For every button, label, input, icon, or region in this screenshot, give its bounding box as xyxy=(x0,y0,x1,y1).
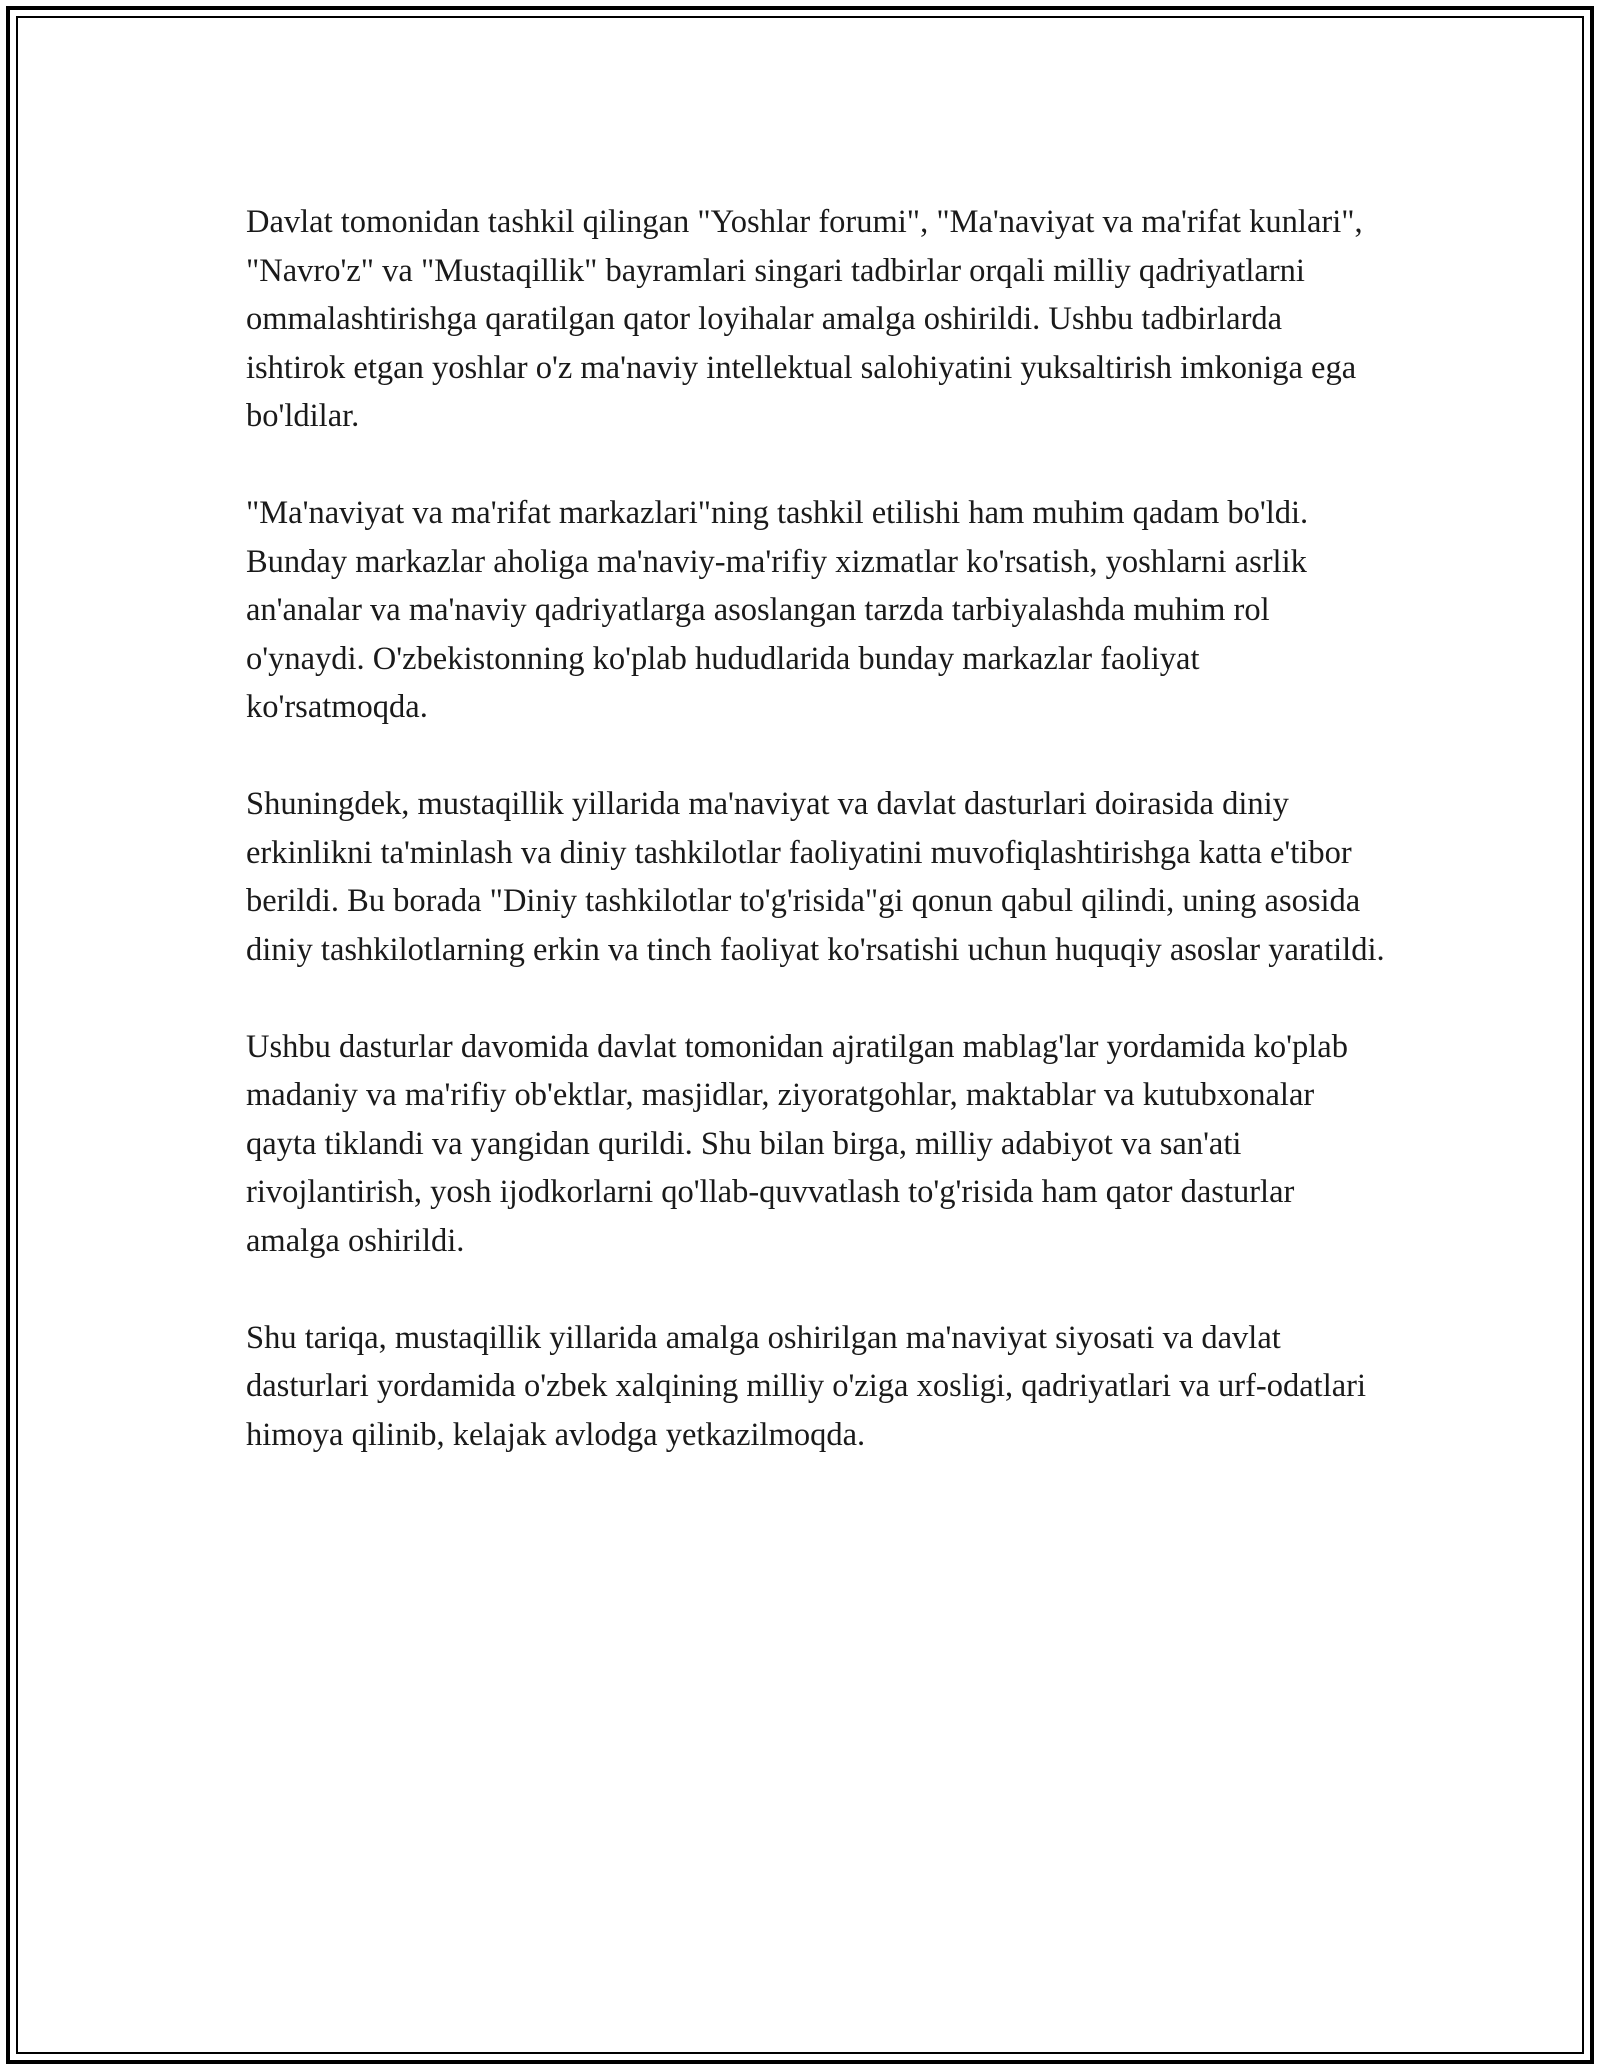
paragraph-5: Shu tariqa, mustaqillik yillarida amalga oshirilgan ma'naviyat siyosati va davlat dasturlari yordamida o'zbek xalqining milliy o'ziga xosligi, qadriyatlari va urf-odatlari himoya qilinib, kelajak avlodga yetkazilmoqda. xyxy=(246,1319,1366,1453)
document-body xyxy=(246,198,1386,1508)
paragraph-2: "Ma'naviyat va ma'rifat markazlari"ning tashkil etilishi ham muhim qadam bo'ldi. Bunday markazlar aholiga ma'naviy-ma'rifiy xizmatlar ko'rsatish, yoshlarni asrlik an'analar va ma'naviy qadriyatlarga asoslangan tarzda tarbiyalashda muhim rol o'ynaydi. O'zbekistonning ko'plab hududlarida bunday markazlar faoliyat ko'rsatmoqda. xyxy=(246,495,1309,725)
paragraph-1: Davlat tomonidan tashkil qilingan "Yoshlar forumi", "Ma'naviyat va ma'rifat kunlari", "Navro'z" va "Mustaqillik" bayramlari singari tadbirlar orqali milliy qadriyatlarni ommalashtirishga qaratilgan qator loyihalar amalga oshirildi. Ushbu tadbirlarda ishtirok etgan yoshlar o'z ma'naviy intellektual salohiyatini yuksaltirish imkoniga ega bo'ldilar. xyxy=(246,204,1363,434)
page-frame xyxy=(6,6,1594,2064)
paragraph-3: Shuningdek, mustaqillik yillarida ma'naviyat va davlat dasturlari doirasida diniy erkinlikni ta'minlash va diniy tashkilotlar faoliyatini muvofiqlashtirishga katta e'tibor berildi. Bu borada "Diniy tashkilotlar to'g'risida"gi qonun qabul qilindi, uning asosida diniy tashkilotlarning erkin va tinch faoliyat ko'rsatishi uchun huquqiy asoslar yaratildi. xyxy=(246,786,1385,968)
paragraph-4: Ushbu dasturlar davomida davlat tomonidan ajratilgan mablag'lar yordamida ko'plab madaniy va ma'rifiy ob'ektlar, masjidlar, ziyoratgohlar, maktablar va kutubxonalar qayta tiklandi va yangidan qurildi. Shu bilan birga, milliy adabiyot va san'ati rivojlantirish, yosh ijodkorlarni qo'llab-quvvatlash to'g'risida ham qator dasturlar amalga oshirildi. xyxy=(246,1028,1348,1259)
